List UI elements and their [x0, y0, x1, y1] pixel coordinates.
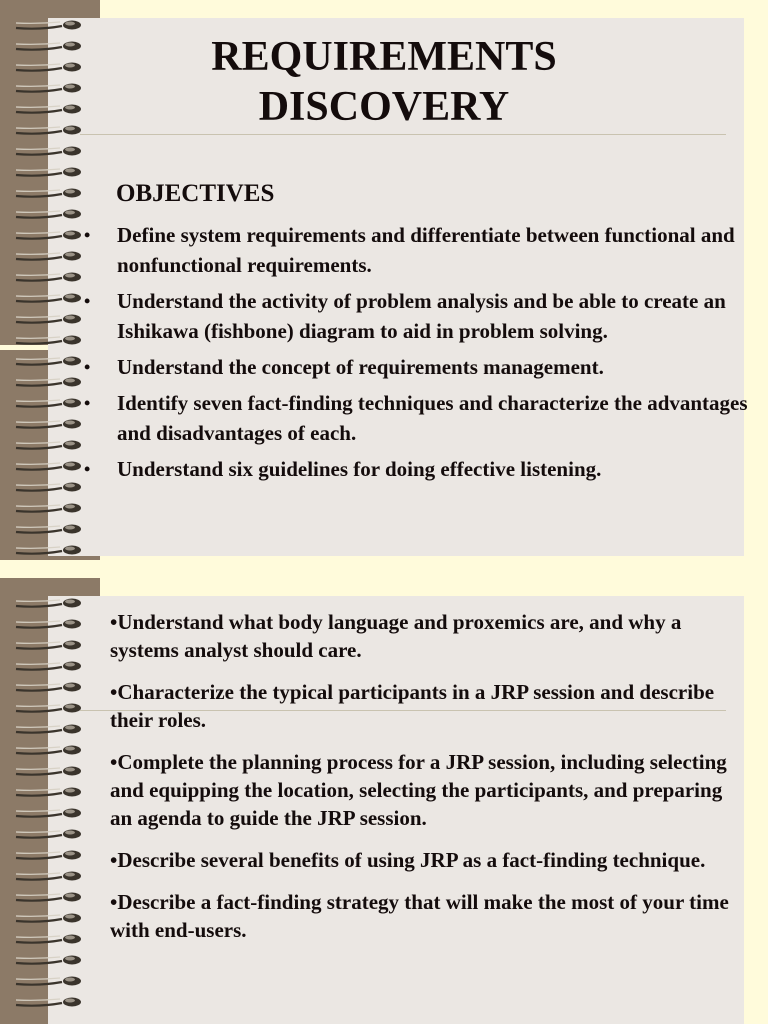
- spiral-ring-icon: [10, 312, 90, 328]
- spiral-ring-icon: [10, 39, 90, 55]
- title-line-2: DISCOVERY: [258, 84, 510, 130]
- spiral-ring-icon: [10, 396, 90, 412]
- spiral-ring-icon: [10, 354, 90, 370]
- objective-text: Understand the concept of requirements management.: [117, 355, 604, 379]
- bullet-icon: •: [84, 459, 91, 479]
- objective-text: Identify seven fact-finding techniques and characterize the advantages and disadvantages of each.: [117, 391, 748, 445]
- spiral-ring-icon: [10, 123, 90, 139]
- objective-item: •Understand what body language and proxemics are, and why a systems analyst should care.: [110, 610, 682, 662]
- spiral-ring-icon: [10, 764, 90, 780]
- spiral-ring-icon: [10, 522, 90, 538]
- spiral-ring-icon: [10, 375, 90, 391]
- objective-text: Understand six guidelines for doing effective listening.: [117, 457, 602, 481]
- objective-item: •Describe several benefits of using JRP as a fact-finding technique.: [110, 848, 706, 872]
- spiral-ring-icon: [10, 417, 90, 433]
- spiral-ring-icon: [10, 827, 90, 843]
- spiral-ring-icon: [10, 659, 90, 675]
- objective-item: •Describe a fact-finding strategy that will make the most of your time with end-users.: [110, 890, 729, 942]
- spiral-ring-icon: [10, 438, 90, 454]
- spiral-ring-icon: [10, 249, 90, 265]
- spiral-ring-icon: [10, 270, 90, 286]
- objective-item: [82, 220, 762, 280]
- spiral-ring-icon: [10, 911, 90, 927]
- spiral-ring-icon: [10, 291, 90, 307]
- spiral-ring-icon: [10, 186, 90, 202]
- bullet-icon: •: [84, 357, 91, 377]
- spiral-ring-icon: [10, 617, 90, 633]
- spiral-ring-icon: [10, 848, 90, 864]
- spiral-ring-icon: [10, 165, 90, 181]
- spiral-ring-icon: [10, 932, 90, 948]
- spiral-ring-icon: [10, 60, 90, 76]
- objectives-heading: OBJECTIVES: [116, 180, 275, 207]
- title-divider: [80, 134, 726, 135]
- objective-item: [82, 352, 762, 382]
- spiral-binding: [10, 596, 90, 1024]
- spiral-ring-icon: [10, 81, 90, 97]
- spiral-ring-icon: [10, 18, 90, 34]
- spiral-ring-icon: [10, 701, 90, 717]
- spiral-ring-icon: [10, 333, 90, 349]
- continued-objectives-list: [110, 608, 740, 958]
- spiral-ring-icon: [10, 995, 90, 1011]
- spiral-ring-icon: [10, 785, 90, 801]
- spiral-ring-icon: [10, 869, 90, 885]
- objective-item: •Characterize the typical participants in a JRP session and describe their roles.: [110, 680, 715, 732]
- spiral-ring-icon: [10, 459, 90, 475]
- objective-text: Understand the activity of problem analysis and be able to create an Ishikawa (fishbone) diagram to aid in problem solving.: [117, 289, 726, 343]
- spiral-ring-icon: [10, 102, 90, 118]
- spiral-ring-icon: [10, 638, 90, 654]
- slide-2: [0, 578, 768, 1024]
- objective-item: [82, 388, 762, 448]
- bullet-icon: •: [84, 291, 91, 311]
- spiral-binding: [10, 18, 90, 560]
- objectives-list: [82, 220, 762, 490]
- spiral-ring-icon: [10, 722, 90, 738]
- bullet-icon: •: [84, 393, 91, 413]
- spiral-ring-icon: [10, 207, 90, 223]
- objective-text: Define system requirements and differentiate between functional and nonfunctional requirements.: [117, 223, 735, 277]
- bullet-icon: •: [84, 225, 91, 245]
- objective-item: •Complete the planning process for a JRP session, including selecting and equipping the location, selecting the participants, and preparing an agenda to guide the JRP session.: [110, 750, 727, 830]
- spiral-ring-icon: [10, 543, 90, 559]
- spiral-ring-icon: [10, 743, 90, 759]
- title-line-1: REQUIREMENTS: [211, 34, 557, 80]
- spiral-ring-icon: [10, 501, 90, 517]
- slide-title: [100, 32, 668, 132]
- spiral-ring-icon: [10, 806, 90, 822]
- spiral-ring-icon: [10, 596, 90, 612]
- spiral-ring-icon: [10, 680, 90, 696]
- spiral-ring-icon: [10, 144, 90, 160]
- objective-item: [82, 454, 762, 484]
- spiral-ring-icon: [10, 890, 90, 906]
- spiral-ring-icon: [10, 953, 90, 969]
- spiral-ring-icon: [10, 974, 90, 990]
- spiral-ring-icon: [10, 480, 90, 496]
- objective-item: [82, 286, 762, 346]
- spiral-ring-icon: [10, 228, 90, 244]
